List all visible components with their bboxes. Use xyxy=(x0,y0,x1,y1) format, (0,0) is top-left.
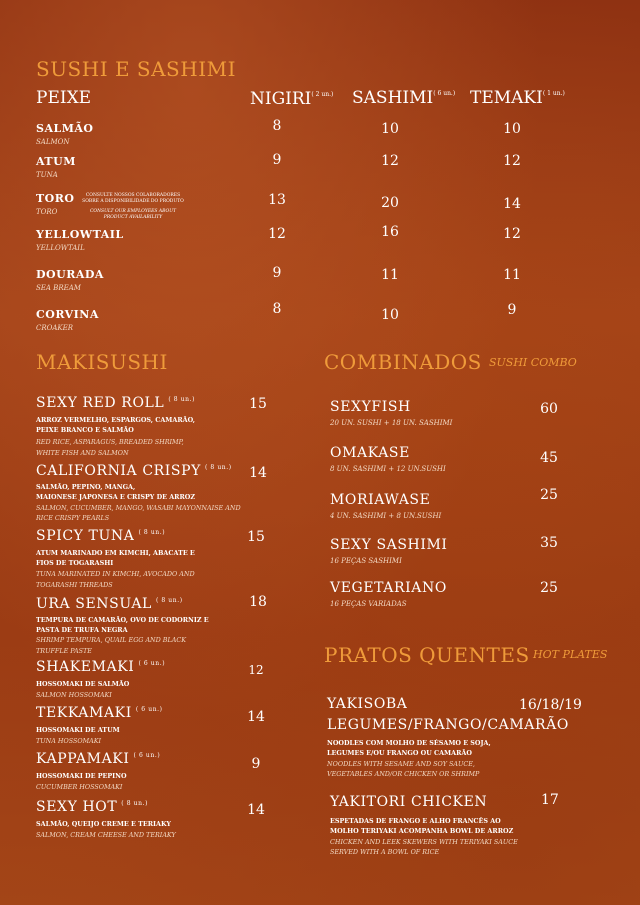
maki-price: 15 xyxy=(249,396,267,412)
hot-price: 16/18/19 xyxy=(519,697,582,713)
maki-desc: ARROZ VERMELHO, ESPARGOS, CAMARÃO, xyxy=(36,416,196,424)
temaki-price: 12 xyxy=(503,153,521,169)
hot-desc: MOLHO TERIYAKI ACOMPANHA BOWL DE ARROZ xyxy=(330,827,514,835)
sashimi-price: 16 xyxy=(381,224,399,240)
maki-desc: TEMPURA DE CAMARÃO, OVO DE CODORNIZ E xyxy=(36,616,209,624)
sashimi-price: 11 xyxy=(381,267,399,283)
fish-name-en: TUNA xyxy=(36,171,58,179)
hot-variants: LEGUMES/FRANGO/CAMARÃO xyxy=(327,717,569,733)
maki-name: TEKKAMAKI $^{( 6 un.)}$ xyxy=(36,705,163,721)
temaki-price: 11 xyxy=(503,267,521,283)
col-sashimi-header: $SASHIMI^{( 6 un.)}$ xyxy=(352,88,456,108)
maki-price: 14 xyxy=(247,802,265,818)
toro-availability-note-en: CONSULT OUR EMPLOYEES ABOUT PRODUCT AVAILABILITY xyxy=(89,209,177,220)
combo-price: 60 xyxy=(540,401,558,417)
sushi-section-title: SUSHI E SASHIMI xyxy=(36,57,236,81)
nigiri-price: 9 xyxy=(272,265,282,281)
maki-desc-en: SALMON, CUCUMBER, MANGO, WASABI MAYONNAISE AND xyxy=(36,504,241,512)
combo-desc: 16 PEÇAS VARIADAS xyxy=(330,600,407,608)
fish-name: SALMÃO xyxy=(36,122,94,135)
maki-name: SPICY TUNA $^{( 8 un.)}$ xyxy=(36,528,166,544)
fish-name: TORO xyxy=(36,192,75,205)
maki-desc-en: RICE CRISPY PEARLS xyxy=(36,514,110,522)
combo-price: 45 xyxy=(540,450,558,466)
combo-name: MORIAWASE xyxy=(330,492,431,508)
maki-desc: HOSSOMAKI DE ATUM xyxy=(36,726,120,734)
maki-desc-en: SALMON, CREAM CHEESE AND TERIAKY xyxy=(36,831,176,839)
hot-desc-en: SERVED WITH A BOWL OF RICE xyxy=(330,848,440,856)
maki-price: 14 xyxy=(247,709,265,725)
fish-name: ATUM xyxy=(36,155,76,168)
sashimi-price: 10 xyxy=(381,307,399,323)
fish-name: YELLOWTAIL xyxy=(36,228,124,241)
maki-desc: ATUM MARINADO EM KIMCHI, ABACATE E xyxy=(36,549,195,557)
maki-name: SHAKEMAKI $^{( 6 un.)}$ xyxy=(36,659,166,675)
nigiri-price: 9 xyxy=(272,152,282,168)
combo-name: SEXYFISH xyxy=(330,399,411,415)
maki-name: CALIFORNIA CRISPY $^{( 8 un.)}$ xyxy=(36,463,232,479)
combo-desc: 20 UN. SUSHI + 18 UN. SASHIMI xyxy=(330,419,453,427)
nigiri-price: 12 xyxy=(268,226,286,242)
maki-price: 9 xyxy=(251,756,261,772)
col-temaki-header: $TEMAKI^{( 1 un.)}$ xyxy=(470,88,565,108)
maki-desc-en: CUCUMBER HOSSOMAKI xyxy=(36,783,123,791)
maki-price: 15 xyxy=(247,529,265,545)
sashimi-price: 20 xyxy=(381,195,399,211)
maki-price: 14 xyxy=(249,465,267,481)
hot-desc-en: VEGETABLES AND/OR CHICKEN OR SHRIMP xyxy=(327,770,480,778)
maki-desc: SALMÃO, PEPINO, MANGA, xyxy=(36,483,136,491)
fish-name-en: TORO xyxy=(36,208,58,216)
temaki-price: 14 xyxy=(503,196,521,212)
hot-desc-en: NOODLES WITH SESAME AND SOY SAUCE, xyxy=(327,760,475,768)
sashimi-price: 10 xyxy=(381,121,399,137)
fish-name-en: YELLOWTAIL xyxy=(36,244,85,252)
nigiri-price: 8 xyxy=(272,118,282,134)
maki-desc-en: SHRIMP TEMPURA, QUAIL EGG AND BLACK xyxy=(36,636,187,644)
hot-price: 17 xyxy=(541,792,559,808)
combo-desc: 16 PEÇAS SASHIMI xyxy=(330,557,402,565)
temaki-price: 10 xyxy=(503,121,521,137)
combo-price: 25 xyxy=(540,580,558,596)
hot-name: YAKISOBA xyxy=(327,696,408,712)
combo-price: 25 xyxy=(540,487,558,503)
maki-desc: MAIONESE JAPONESA E CRISPY DE ARROZ xyxy=(36,493,196,501)
maki-name: URA SENSUAL $^{( 8 un.)}$ xyxy=(36,596,183,612)
hot-desc: NOODLES COM MOLHO DE SÉSAMO E SOJA, xyxy=(327,739,491,747)
nigiri-price: 13 xyxy=(268,192,286,208)
hot-section-title: PRATOS QUENTES xyxy=(324,643,530,667)
fish-name-en: SALMON xyxy=(36,138,70,146)
nigiri-price: 8 xyxy=(272,301,282,317)
combo-desc: 8 UN. SASHIMI + 12 UN.SUSHI xyxy=(330,465,446,473)
maki-desc: SALMÃO, QUEIJO CREME E TERIAKY xyxy=(36,820,171,828)
hot-desc: LEGUMES E/OU FRANGO OU CAMARÃO xyxy=(327,749,472,757)
maki-price: 18 xyxy=(249,594,267,610)
maki-name: KAPPAMAKI $^{( 6 un.)}$ xyxy=(36,751,161,767)
hot-name: YAKITORI CHICKEN xyxy=(330,794,488,810)
sashimi-price: 12 xyxy=(381,153,399,169)
hot-desc: ESPETADAS DE FRANGO E ALHO FRANCÊS AO xyxy=(330,817,501,825)
combo-price: 35 xyxy=(540,535,558,551)
combos-section-subtitle: SUSHI COMBO xyxy=(489,356,577,369)
temaki-price: 9 xyxy=(507,302,517,318)
maki-desc-en: TRUFFLE PASTE xyxy=(36,647,92,655)
maki-desc: PEIXE BRANCO E SALMÃO xyxy=(36,426,134,434)
maki-price: 12 xyxy=(248,663,264,677)
maki-desc: PASTA DE TRUFA NEGRA xyxy=(36,626,128,634)
col-nigiri-header: $NIGIRI^{( 2 un.)}$ xyxy=(250,89,334,109)
combos-section-title: COMBINADOS xyxy=(324,350,482,374)
combo-name: SEXY SASHIMI xyxy=(330,537,448,553)
maki-desc-en: TUNA HOSSOMAKI xyxy=(36,737,102,745)
combo-name: OMAKASE xyxy=(330,445,410,461)
maki-desc-en: WHITE FISH AND SALMON xyxy=(36,449,129,457)
col-peixe-header: PEIXE xyxy=(36,88,92,108)
maki-name: SEXY HOT $^{( 8 un.)}$ xyxy=(36,799,149,815)
fish-name: DOURADA xyxy=(36,268,104,281)
hot-desc-en: CHICKEN AND LEEK SKEWERS WITH TERIYAKI SAUCE xyxy=(330,838,518,846)
hot-section-subtitle: HOT PLATES xyxy=(533,648,608,661)
fish-name-en: CROAKER xyxy=(36,324,74,332)
toro-availability-note: CONSULTE NOSSOS COLABORADORES SOBRE A DISPONIBILIDADE DO PRODUTO xyxy=(82,193,184,204)
temaki-price: 12 xyxy=(503,226,521,242)
fish-name-en: SEA BREAM xyxy=(36,284,81,292)
maki-name: SEXY RED ROLL $^{( 8 un.)}$ xyxy=(36,395,196,411)
maki-section-title: MAKISUSHI xyxy=(36,350,168,374)
combo-desc: 4 UN. SASHIMI + 8 UN.SUSHI xyxy=(330,512,442,520)
maki-desc: FIOS DE TOGARASHI xyxy=(36,559,114,567)
fish-name: CORVINA xyxy=(36,308,99,321)
maki-desc-en: SALMON HOSSOMAKI xyxy=(36,691,112,699)
combo-name: VEGETARIANO xyxy=(330,580,447,596)
maki-desc: HOSSOMAKI DE SALMÃO xyxy=(36,680,130,688)
maki-desc-en: TUNA MARINATED IN KIMCHI, AVOCADO AND xyxy=(36,570,195,578)
maki-desc-en: RED RICE, ASPARAGUS, BREADED SHRIMP, xyxy=(36,438,184,446)
maki-desc: HOSSOMAKI DE PEPINO xyxy=(36,772,127,780)
maki-desc-en: TOGARASHI THREADS xyxy=(36,581,113,589)
